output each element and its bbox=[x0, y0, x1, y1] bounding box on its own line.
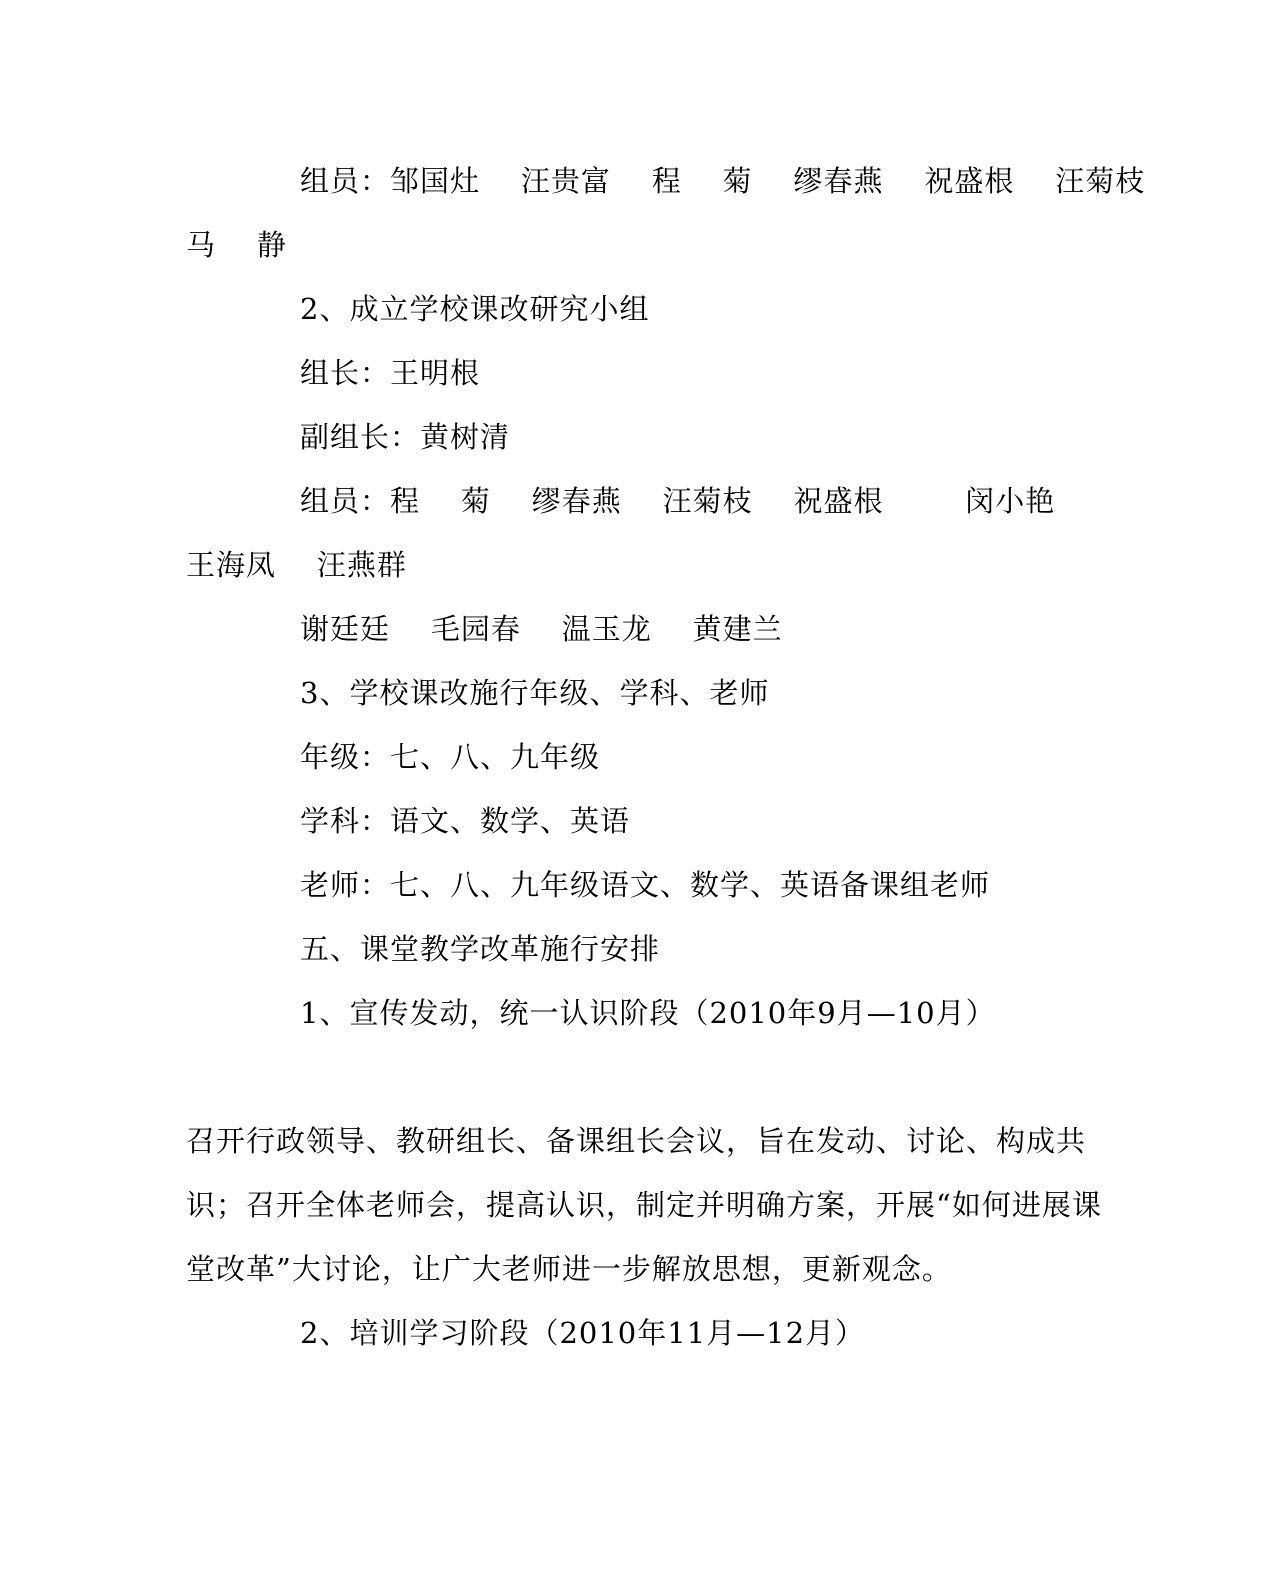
text-line-members-1-cont: 马 静 bbox=[186, 228, 287, 262]
text-line-stage-1: 1、宣传发动，统一认识阶段（2010年9月—10月） bbox=[300, 996, 996, 1030]
text-line-stage-2: 2、培训学习阶段（2010年11月—12月） bbox=[300, 1316, 866, 1350]
text-line-section-five: 五、课堂教学改革施行安排 bbox=[300, 932, 661, 966]
text-line-deputy-leader: 副组长：黄树清 bbox=[300, 420, 511, 454]
text-line-paragraph-2: 识；召开全体老师会，提高认识，制定并明确方案，开展“如何进展课 bbox=[186, 1188, 1102, 1222]
text-line-members-2-cont: 王海凤 汪燕群 bbox=[186, 548, 407, 582]
text-line-group-leader: 组长：王明根 bbox=[300, 356, 481, 390]
text-line-paragraph-1: 召开行政领导、教研组长、备课组长会议，旨在发动、讨论、构成共 bbox=[186, 1124, 1087, 1158]
text-line-grades: 年级：七、八、九年级 bbox=[300, 740, 601, 774]
text-line-members-1: 组员：邹国灶 汪贵富 程 菊 缪春燕 祝盛根 汪菊枝 bbox=[300, 164, 1146, 198]
text-line-heading-grades-subjects: 3、学校课改施行年级、学科、老师 bbox=[300, 676, 770, 710]
text-line-members-2-cont2: 谢廷廷 毛园春 温玉龙 黄建兰 bbox=[300, 612, 783, 646]
text-line-subjects: 学科：语文、数学、英语 bbox=[300, 804, 631, 838]
text-line-members-2: 组员：程 菊 缪春燕 汪菊枝 祝盛根 闵小艳 bbox=[300, 484, 1056, 518]
text-line-teachers: 老师：七、八、九年级语文、数学、英语备课组老师 bbox=[300, 868, 991, 902]
text-line-heading-research-group: 2、成立学校课改研究小组 bbox=[300, 292, 650, 326]
text-line-paragraph-3: 堂改革”大讨论，让广大老师进一步解放思想，更新观念。 bbox=[186, 1252, 952, 1286]
